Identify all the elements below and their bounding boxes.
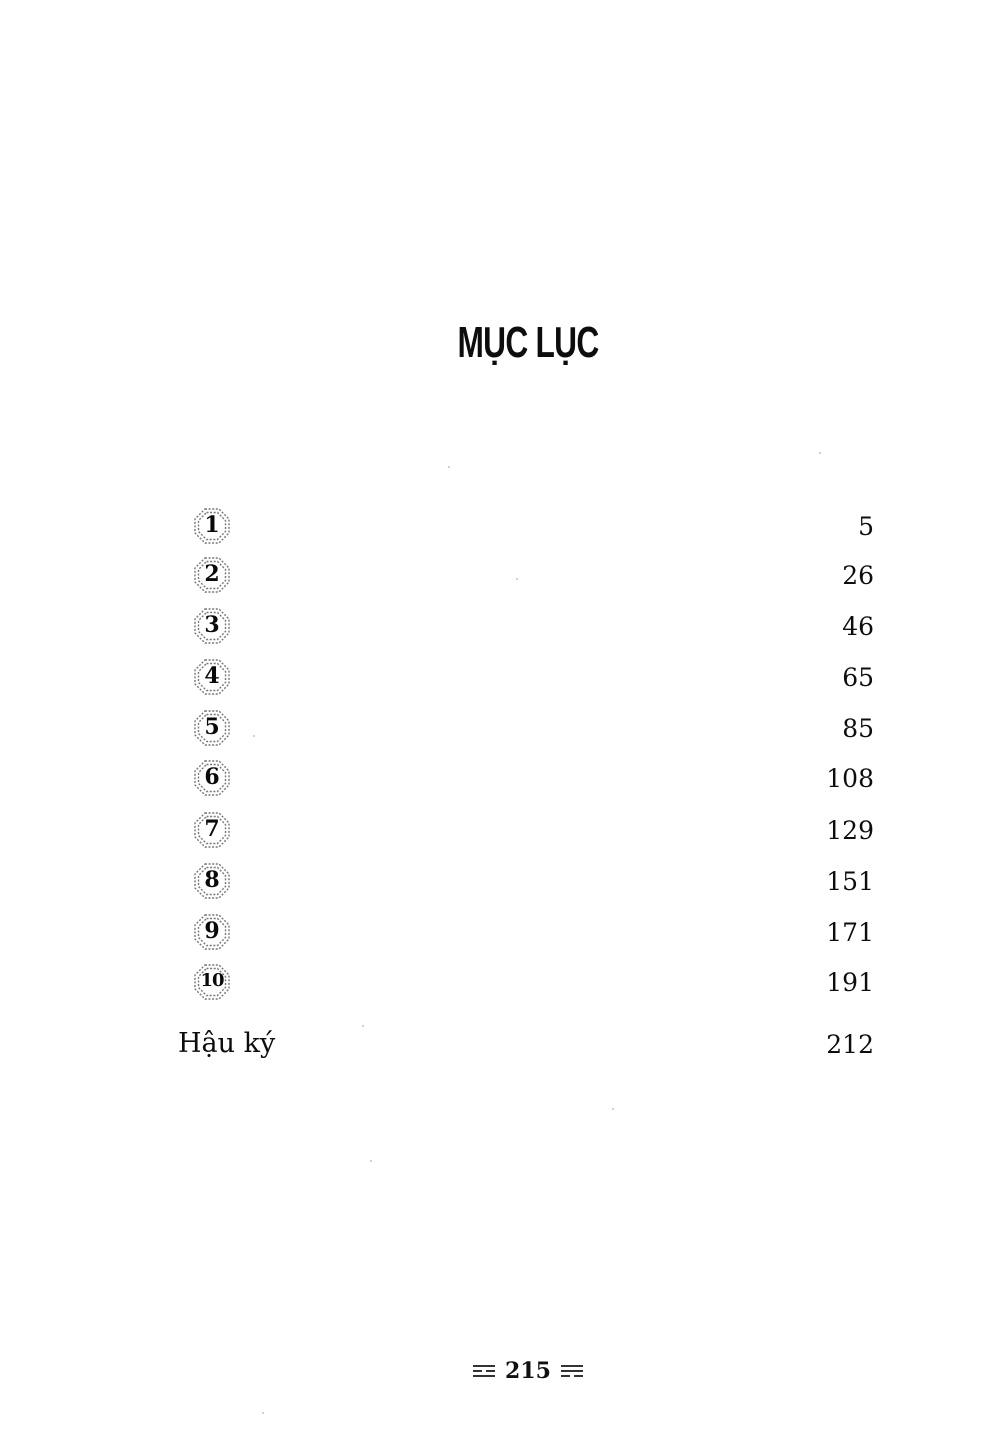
toc-entry-6[interactable] — [178, 758, 874, 798]
toc-entry-afterword[interactable] — [178, 1024, 874, 1064]
bagua-octagon-icon — [192, 861, 232, 901]
chapter-number: 10 — [200, 970, 224, 991]
toc-entry-10[interactable] — [178, 962, 874, 1002]
page-number: 191 — [826, 968, 874, 997]
scan-speck — [262, 1412, 264, 1414]
bagua-octagon-icon — [192, 657, 232, 697]
toc-entry-3[interactable] — [178, 606, 874, 646]
chapter-number: 9 — [204, 918, 220, 944]
chapter-number: 1 — [204, 512, 220, 538]
toc-entry-5[interactable] — [178, 708, 874, 748]
toc-entry-7[interactable] — [178, 810, 874, 850]
bagua-octagon-icon — [192, 555, 232, 595]
bagua-octagon-icon — [192, 912, 232, 952]
toc-entry-1[interactable] — [178, 506, 874, 546]
bagua-octagon-icon — [192, 708, 232, 748]
bagua-octagon-icon — [192, 758, 232, 798]
afterword-label: Hậu ký — [178, 1028, 276, 1059]
page-number: 85 — [842, 714, 874, 743]
chapter-number: 2 — [204, 561, 220, 587]
page-footer — [0, 1358, 1000, 1390]
scan-speck — [516, 578, 518, 580]
scan-speck — [448, 466, 450, 468]
scan-speck — [819, 452, 821, 454]
bagua-octagon-icon — [192, 962, 232, 1002]
trigram-icon — [473, 1364, 495, 1378]
bagua-octagon-icon — [192, 606, 232, 646]
page-number: 26 — [842, 561, 874, 590]
chapter-number: 7 — [204, 816, 220, 842]
chapter-number: 5 — [204, 714, 220, 740]
toc-entry-2[interactable] — [178, 555, 874, 595]
page-number: 171 — [826, 918, 874, 947]
page-number: 65 — [842, 663, 874, 692]
scan-speck — [370, 1160, 372, 1162]
page-number: 46 — [842, 612, 874, 641]
page-title: MỤC LỤC — [457, 318, 599, 367]
toc-entry-8[interactable] — [178, 861, 874, 901]
page-number: 5 — [858, 512, 874, 541]
page-number: 129 — [826, 816, 874, 845]
folio-page-number: 215 — [505, 1358, 551, 1384]
chapter-number: 4 — [204, 663, 220, 689]
page-number: 108 — [826, 764, 874, 793]
chapter-number: 3 — [204, 612, 220, 638]
bagua-octagon-icon — [192, 506, 232, 546]
scan-speck — [362, 1025, 364, 1027]
page-number: 212 — [826, 1030, 874, 1059]
page-number: 151 — [826, 867, 874, 896]
toc-entry-9[interactable] — [178, 912, 874, 952]
trigram-icon — [561, 1364, 583, 1378]
bagua-octagon-icon — [192, 810, 232, 850]
chapter-number: 6 — [204, 764, 220, 790]
scan-speck — [253, 735, 255, 737]
chapter-number: 8 — [204, 867, 220, 893]
toc-entry-4[interactable] — [178, 657, 874, 697]
scan-speck — [612, 1108, 614, 1110]
